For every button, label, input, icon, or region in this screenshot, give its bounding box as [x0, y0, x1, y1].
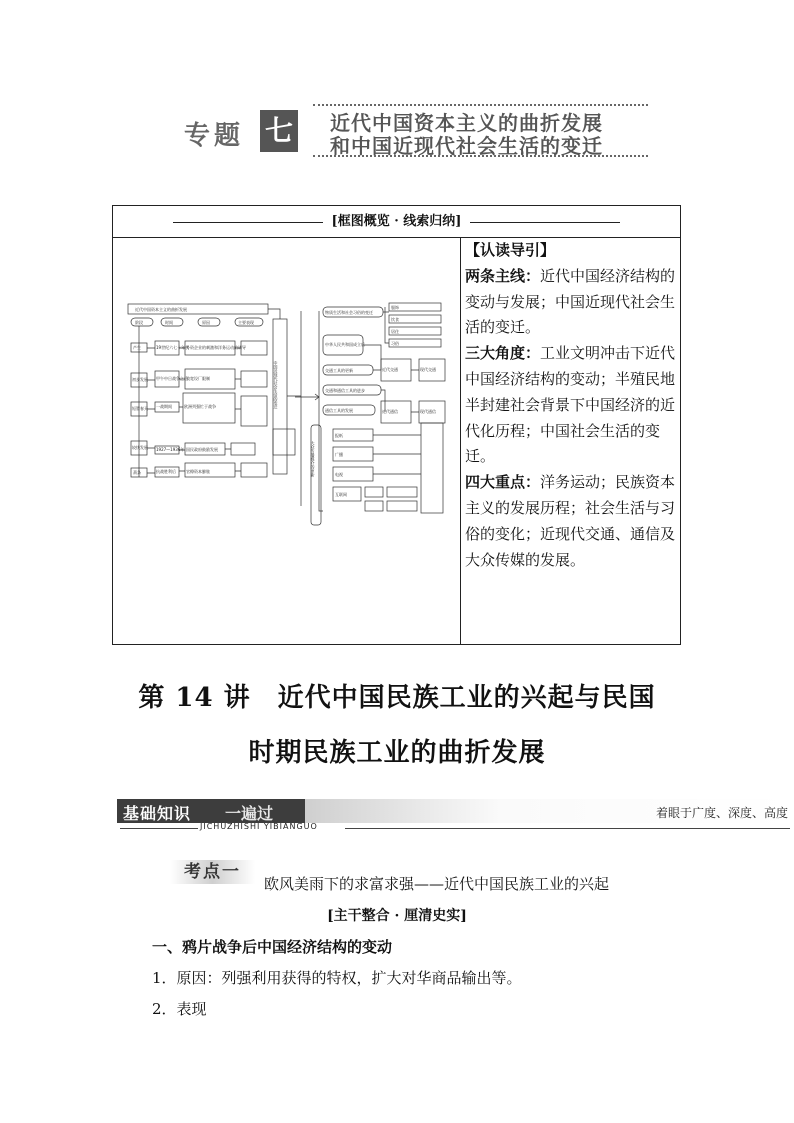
- svg-text:较快发展: 较快发展: [132, 445, 148, 450]
- svg-text:欧洲列强忙于战争: 欧洲列强忙于战争: [184, 404, 216, 409]
- topic-title-line1: 近代中国资本主义的曲折发展: [330, 111, 603, 135]
- svg-text:大众传播媒介的更新: 大众传播媒介的更新: [310, 441, 316, 477]
- svg-text:阶段: 阶段: [135, 320, 143, 325]
- svg-text:近代交通: 近代交通: [382, 367, 398, 372]
- svg-text:1927—1936年: 1927—1936年: [156, 447, 185, 452]
- svg-text:现代交通: 现代交通: [420, 367, 436, 372]
- overview-table: [112, 205, 681, 645]
- svg-text:互联网: 互联网: [335, 492, 347, 497]
- svg-text:短暂春天: 短暂春天: [132, 406, 148, 411]
- pinyin-rule-right: [345, 828, 790, 829]
- svg-text:产生: 产生: [133, 345, 141, 350]
- topic-banner: [178, 100, 648, 158]
- svg-text:初步发展: 初步发展: [132, 377, 148, 382]
- svg-text:现代通信: 现代通信: [420, 409, 436, 414]
- body-heading-1: 一、鸦片战争后中国经济结构的变动: [152, 938, 393, 956]
- section-label: 基础知识: [123, 804, 192, 823]
- mind-map-diagram: [123, 301, 458, 536]
- svg-text:通信工具的发展: 通信工具的发展: [325, 408, 353, 413]
- svg-text:交通工具的更新: 交通工具的更新: [325, 368, 353, 373]
- svg-text:抗战胜利后: 抗战胜利后: [156, 469, 176, 474]
- svg-text:主要表现: 主要表现: [238, 320, 254, 325]
- svg-text:广播: 广播: [335, 452, 343, 457]
- mind-map-svg: [123, 301, 458, 536]
- svg-text:习俗: 习俗: [391, 341, 399, 346]
- section-bar: [117, 799, 792, 823]
- overview-header: [框图概览 · 线索归纳]: [113, 206, 680, 238]
- kaodian-label: 考点一: [170, 860, 255, 884]
- svg-text:电视: 电视: [335, 472, 343, 477]
- topic-lead: 专题: [184, 121, 245, 151]
- svg-text:原因: 原因: [202, 320, 210, 325]
- body-item-1: 1．原因：列强利用获得的特权，扩大对华商品输出等。: [152, 969, 522, 987]
- svg-text:外资企业的刺激和洋务运动的诱导: 外资企业的刺激和洋务运动的诱导: [186, 345, 246, 350]
- svg-text:近代通信: 近代通信: [382, 409, 398, 414]
- mm-center-title: 中国近现代社会生活的变迁: [273, 361, 279, 409]
- reading-guide-title: 【认读导引】: [465, 241, 556, 259]
- svg-text:饮食: 饮食: [391, 317, 399, 322]
- overview-divider: [460, 238, 461, 644]
- banner-dotted-rule-top: [313, 104, 648, 106]
- mm-left-title: 近代中国资本主义的曲折发展: [135, 307, 187, 312]
- pinyin-rule-left: [120, 828, 198, 829]
- svg-text:时间: 时间: [165, 320, 173, 325]
- banner-dotted-rule-bottom: [313, 155, 648, 157]
- lesson-title-line1: 第 14 讲 近代中国民族工业的兴起与民国: [138, 683, 656, 713]
- svg-text:萧条: 萧条: [133, 470, 141, 475]
- svg-text:报纸: 报纸: [335, 433, 343, 438]
- body-item-2: 2．表现: [152, 1000, 207, 1018]
- svg-text:甲午中日战争之后: 甲午中日战争之后: [156, 376, 188, 381]
- svg-text:国民政府鼓励发展: 国民政府鼓励发展: [186, 447, 218, 452]
- svg-text:官僚资本膨胀: 官僚资本膨胀: [186, 469, 210, 474]
- svg-text:中华人民共和国成立后: 中华人民共和国成立后: [325, 342, 365, 347]
- guide-line-3: 四大重点：洋务运动；民族资本主义的发展历程；社会生活与习俗的变化；近现代交通、通信及大众传媒的发展。: [465, 473, 676, 569]
- lesson-title-line2: 时期民族工业的曲折发展: [248, 738, 546, 768]
- reading-guide: [465, 238, 677, 573]
- guide-line-1: 两条主线：近代中国经济结构的变动与发展；中国近现代社会生活的变迁。: [465, 266, 676, 337]
- topic-title-line2: 和中国近现代社会生活的变迁: [330, 134, 603, 158]
- kaodian-subheading: [主干整合 · 厘清史实]: [327, 908, 467, 924]
- svg-text:一战期间: 一战期间: [156, 404, 172, 409]
- svg-text:服饰: 服饰: [391, 305, 399, 310]
- section-right-note: 着眼于广度、深度、高度: [655, 806, 788, 820]
- section-pinyin: JICHUZHISHI YIBIANGUO: [200, 822, 318, 831]
- section-label-suffix: 一遍过: [225, 804, 274, 823]
- svg-text:19世纪六七十年代: 19世纪六七十年代: [156, 345, 190, 350]
- kaodian-title: 欧风美雨下的求富求强——近代中国民族工业的兴起: [264, 875, 610, 893]
- svg-text:放宽设厂限制: 放宽设厂限制: [186, 376, 210, 381]
- guide-line-2: 三大角度：工业文明冲击下近代中国经济结构的变动；半殖民地半封建社会背景下中国经济的近代化历程；中国社会生活的变迁。: [465, 344, 676, 466]
- svg-text:物质生活和社会习俗的变迁: 物质生活和社会习俗的变迁: [325, 310, 373, 315]
- topic-number: 七: [260, 110, 298, 152]
- svg-text:交通和通信工具的进步: 交通和通信工具的进步: [325, 388, 365, 393]
- svg-text:居住: 居住: [391, 329, 399, 334]
